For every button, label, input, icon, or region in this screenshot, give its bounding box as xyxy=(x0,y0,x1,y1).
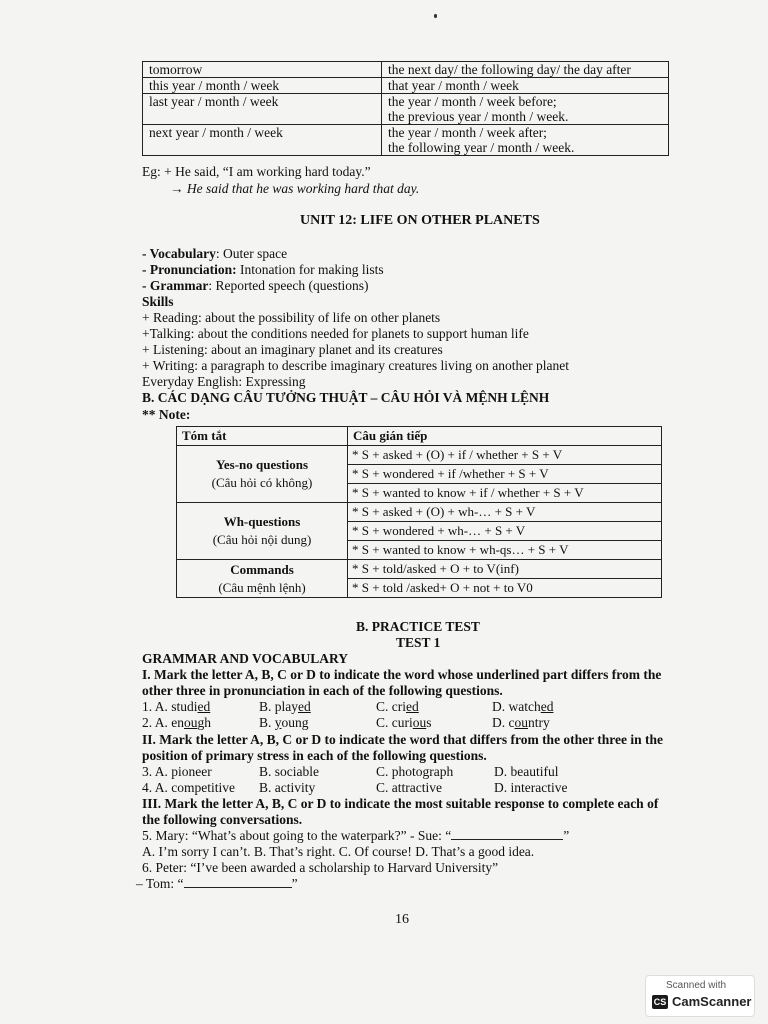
skill-item: +Talking: about the conditions needed for planets to support human life xyxy=(142,326,529,341)
table-row: Wh-questions (Câu hỏi nội dung) * S + asked + (O) + wh-… + S + V xyxy=(177,503,662,522)
table-row: * S + wanted to know + wh-qs… + S + V xyxy=(177,541,662,560)
example-result: → He said that he was working hard that day. xyxy=(170,181,420,196)
instruction: III. Mark the letter A, B, C or D to indicate the most suitable response to complete each of xyxy=(142,796,659,811)
question-4-option-a: 4. A. competitive xyxy=(142,780,235,795)
instruction: the following conversations. xyxy=(142,812,303,827)
instruction: position of primary stress in each of the following questions. xyxy=(142,748,487,763)
scan-speck xyxy=(434,14,437,18)
question-5: 5. Mary: “What’s about going to the waterpark?” - Sue: “ ” xyxy=(142,828,570,843)
table-row: next year / month / week the year / month / week after; the following year / month / week. xyxy=(143,125,669,156)
skills-heading: Skills xyxy=(142,294,174,309)
question-4-option-c: C. attractive xyxy=(376,780,442,795)
page-number: 16 xyxy=(395,912,409,927)
practice-title: B. PRACTICE TEST xyxy=(356,619,480,634)
note-label: ** Note: xyxy=(142,407,191,422)
camscanner-watermark: Scanned with CS CamScanner xyxy=(645,975,755,1017)
table-row: * S + wondered + wh-… + S + V xyxy=(177,522,662,541)
everyday-english: Everyday English: Expressing xyxy=(142,374,306,389)
header-indirect: Câu gián tiếp xyxy=(348,427,662,446)
question-3-option-d: D. beautiful xyxy=(494,764,559,779)
question-1-option-a: 1. A. studied xyxy=(142,699,211,714)
instruction: II. Mark the letter A, B, C or D to indicate the word that differs from the other three in the xyxy=(142,732,664,747)
unit-title: UNIT 12: LIFE ON OTHER PLANETS xyxy=(300,213,540,228)
table-row: Commands (Câu mệnh lệnh) * S + told/asked + O + to V(inf) xyxy=(177,560,662,579)
time-conversion-table xyxy=(142,61,669,156)
table-row: * S + wondered + if /whether + S + V xyxy=(177,465,662,484)
question-4-option-d: D. interactive xyxy=(494,780,568,795)
question-3-option-a: 3. A. pioneer xyxy=(142,764,212,779)
skill-item: + Writing: a paragraph to describe imaginary creatures living on another planet xyxy=(142,358,570,373)
table-header-row xyxy=(177,427,662,446)
answer-blank xyxy=(451,829,563,840)
table-row: tomorrow the next day/ the following day/ the day after xyxy=(143,62,669,78)
skill-item: + Reading: about the possibility of life on other planets xyxy=(142,310,441,325)
question-2-option-d: D. country xyxy=(492,715,550,730)
question-5-options: A. I’m sorry I can’t. B. That’s right. C. Of course! D. That’s a good idea. xyxy=(142,844,535,859)
question-3-option-b: B. sociable xyxy=(259,764,319,779)
instruction: other three in pronunciation in each of the following questions. xyxy=(142,683,503,698)
overview-vocabulary: - Vocabulary: Outer space xyxy=(142,246,288,261)
test-title: TEST 1 xyxy=(396,635,441,650)
question-1-option-b: B. played xyxy=(259,699,311,714)
question-2-option-a: 2. A. enough xyxy=(142,715,211,730)
group-cell: Wh-questions (Câu hỏi nội dung) xyxy=(177,503,348,560)
question-6-tom: – Tom: “ ” xyxy=(136,876,298,891)
table-row: last year / month / week the year / month / week before; the previous year / month / week. xyxy=(143,94,669,125)
overview-pronunciation: - Pronunciation: Intonation for making lists xyxy=(142,262,384,277)
question-4-option-b: B. activity xyxy=(259,780,316,795)
table-row: * S + wanted to know + if / whether + S + V xyxy=(177,484,662,503)
reported-speech-table xyxy=(176,426,662,598)
question-2-option-c: C. curious xyxy=(376,715,432,730)
overview-grammar: - Grammar: Reported speech (questions) xyxy=(142,278,369,293)
section-b-title: B. CÁC DẠNG CÂU TƯỞNG THUẬT – CÂU HỎI VÀ MỆNH LỆNH xyxy=(142,390,550,405)
camscanner-logo-icon: CS xyxy=(653,997,667,1007)
group-cell: Yes-no questions (Câu hỏi có không) xyxy=(177,446,348,503)
example-line: Eg: + He said, “I am working hard today.” xyxy=(142,164,371,179)
instruction: I. Mark the letter A, B, C or D to indicate the word whose underlined part differs from the xyxy=(142,667,662,682)
table-row: * S + told /asked+ O + not + to V0 xyxy=(177,579,662,598)
question-1-option-c: C. cried xyxy=(376,699,419,714)
question-2-option-b: B. young xyxy=(259,715,309,730)
group-cell: Commands (Câu mệnh lệnh) xyxy=(177,560,348,598)
question-6: 6. Peter: “I’ve been awarded a scholarship to Harvard University” xyxy=(142,860,499,875)
table-row: Yes-no questions (Câu hỏi có không) * S + asked + (O) + if / whether + S + V xyxy=(177,446,662,465)
table-row: this year / month / week that year / month / week xyxy=(143,78,669,94)
header-summary: Tóm tắt xyxy=(177,427,348,446)
skill-item: + Listening: about an imaginary planet and its creatures xyxy=(142,342,443,357)
section-heading: GRAMMAR AND VOCABULARY xyxy=(142,651,349,666)
question-3-option-c: C. photograph xyxy=(376,764,454,779)
question-1-option-d: D. watched xyxy=(492,699,554,714)
answer-blank xyxy=(184,877,292,888)
